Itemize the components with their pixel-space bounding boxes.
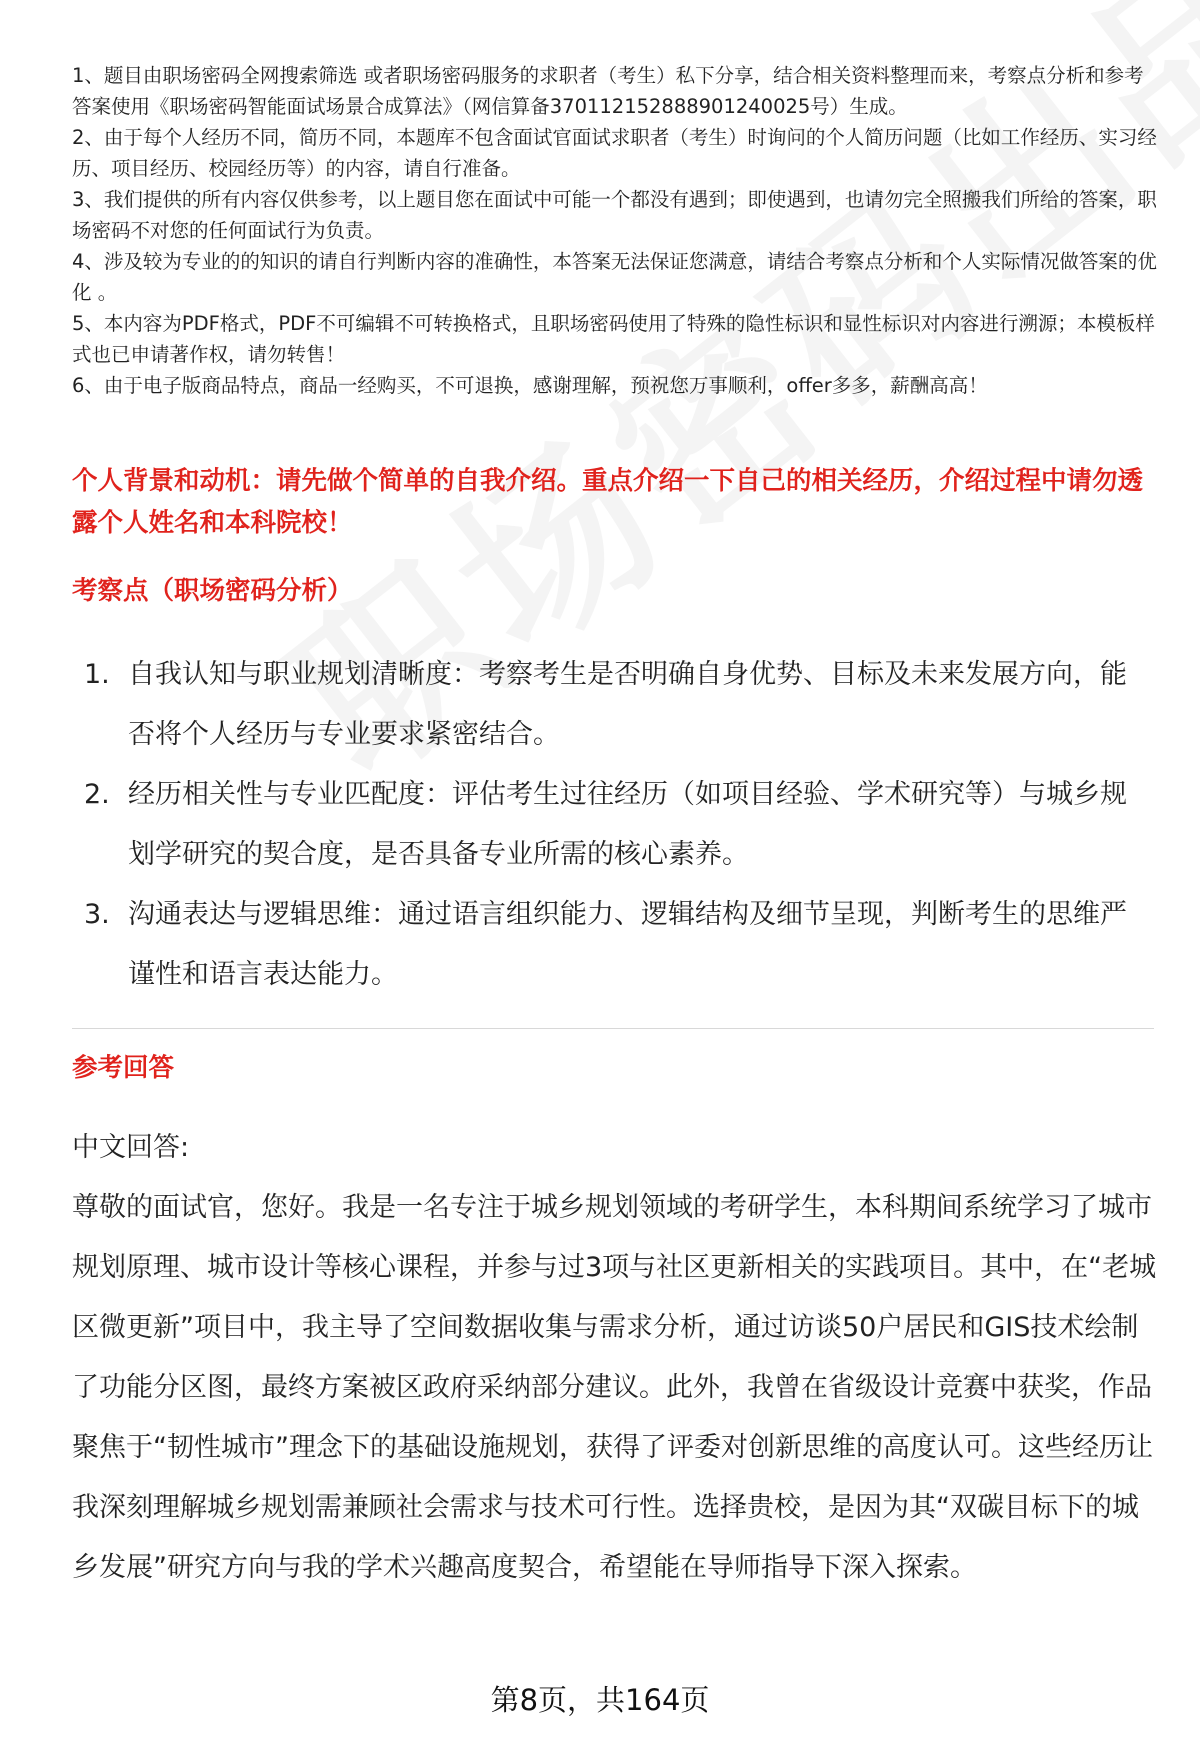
point-number: 3. (84, 899, 110, 930)
analysis-points (72, 645, 1152, 1005)
answer-title: 参考回答 (72, 1053, 175, 1083)
point-text: 自我认知与职业规划清晰度：考察考生是否明确自身优势、目标及未来发展方向，能否将个人经历与专业要求紧密结合。 (128, 659, 1127, 750)
point-number: 2. (84, 779, 110, 810)
analysis-point (72, 885, 1152, 1005)
section-divider (72, 1028, 1154, 1029)
note-item: 2、由于每个人经历不同，简历不同，本题库不包含面试官面试求职者（考生）时询问的个人简历问题（比如工作经历、实习经历、项目经历、校园经历等）的内容，请自行准备。 (72, 126, 1157, 180)
note-item: 6、由于电子版商品特点，商品一经购买，不可退换，感谢理解，预祝您万事顺利，offer多多，薪酬高高！ (72, 374, 988, 397)
answer-label: 中文回答: (72, 1132, 190, 1163)
analysis-point (72, 645, 1152, 765)
page-footer: 第8页，共164页 (490, 1683, 710, 1717)
note-item: 5、本内容为PDF格式，PDF不可编辑不可转换格式，且职场密码使用了特殊的隐性标识和显性标识对内容进行溯源；本模板样式也已申请著作权，请勿转售！ (72, 312, 1155, 366)
note-item: 1、题目由职场密码全网搜索筛选 或者职场密码服务的求职者（考生）私下分享，结合相关资料整理而来，考察点分析和参考答案使用《职场密码智能面试场景合成算法》（网信算备370112152888901240025号）生成。 (72, 64, 1144, 118)
analysis-point (72, 765, 1152, 885)
point-text: 经历相关性与专业匹配度：评估考生过往经历（如项目经验、学术研究等）与城乡规划学研究的契合度，是否具备专业所需的核心素养。 (128, 779, 1127, 870)
answer-section (72, 1118, 1157, 1598)
disclaimer-notes (72, 60, 1157, 401)
note-item: 3、我们提供的所有内容仅供参考，以上题目您在面试中可能一个都没有遇到；即使遇到，也请勿完全照搬我们所给的答案，职场密码不对您的任何面试行为负责。 (72, 188, 1157, 242)
point-number: 1. (84, 659, 110, 690)
analysis-title: 考察点（职场密码分析） (72, 576, 353, 606)
answer-body: 尊敬的面试官，您好。我是一名专注于城乡规划领域的考研学生，本科期间系统学习了城市规划原理、城市设计等核心课程，并参与过3项与社区更新相关的实践项目。其中，在“老城区微更新”项目中，我主导了空间数据收集与需求分析，通过访谈50户居民和GIS技术绘制了功能分区图，最终方案被区政府采纳部分建议。此外，我曾在省级设计竞赛中获奖，作品聚焦于“韧性城市”理念下的基础设施规划，获得了评委对创新思维的高度认可。这些经历让我深刻理解城乡规划需兼顾社会需求与技术可行性。选择贵校，是因为其“双碳目标下的城乡发展”研究方向与我的学术兴趣高度契合，希望能在导师指导下深入探索。 (72, 1192, 1157, 1583)
note-item: 4、涉及较为专业的的知识的请自行判断内容的准确性，本答案无法保证您满意，请结合考察点分析和个人实际情况做答案的优化 。 (72, 250, 1157, 304)
point-text: 沟通表达与逻辑思维：通过语言组织能力、逻辑结构及细节呈现，判断考生的思维严谨性和语言表达能力。 (128, 899, 1127, 990)
question-heading: 个人背景和动机：请先做个简单的自我介绍。重点介绍一下自己的相关经历，介绍过程中请勿透露个人姓名和本科院校！ (72, 466, 1144, 538)
